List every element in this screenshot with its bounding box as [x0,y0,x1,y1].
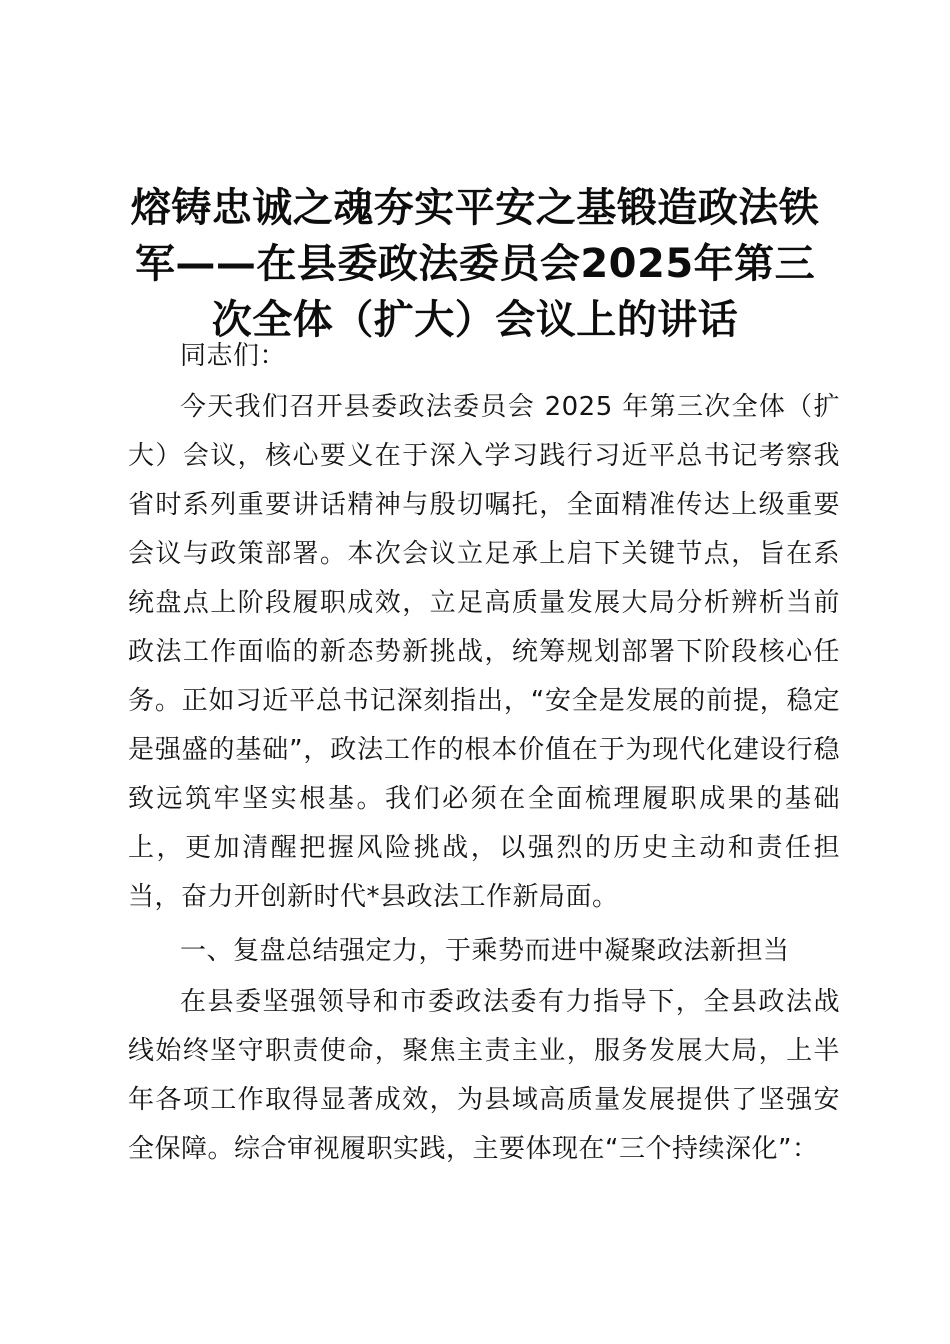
salutation: 同志们： [180,341,287,371]
document-title: 熔铸忠诚之魂夯实平安之基锻造政法铁军——在县委政法委员会2025年第三次全体（扩大）会议上的讲话 [130,185,820,343]
body-paragraph-section-one: 在县委坚强领导和市委政法委有力指导下，全县政法战线始终坚守职责使命，聚焦主责主业，服务发展大局，上半年各项工作取得显著成效，为县域高质量发展提供了坚强安全保障。综合审视履职实践，主要体现在“三个持续深化”： [128,987,840,1164]
section-heading: 一、复盘总结强定力，于乘势而进中凝聚政法新担当 [180,936,790,966]
body-paragraph-intro: 今天我们召开县委政法委员会 2025 年第三次全体（扩大）会议，核心要义在于深入学习践行习近平总书记考察我省时系列重要讲话精神与殷切嘱托，全面精准传达上级重要会议与政策部署。本次会议立足承上启下关键节点，旨在系统盘点上阶段履职成效，立足高质量发展大局分析辨析当前政法工作面临的新态势新挑战，统筹规划部署下阶段核心任务。正如习近平总书记深刻指出，“安全是发展的前提，稳定是强盛的基础”，政法工作的根本价值在于为现代化建设行稳致远筑牢坚实根基。我们必须在全面梳理履职成果的基础上，更加清醒把握风险挑战，以强烈的历史主动和责任担当，奋力开创新时代*县政法工作新局面。 [128,392,840,912]
